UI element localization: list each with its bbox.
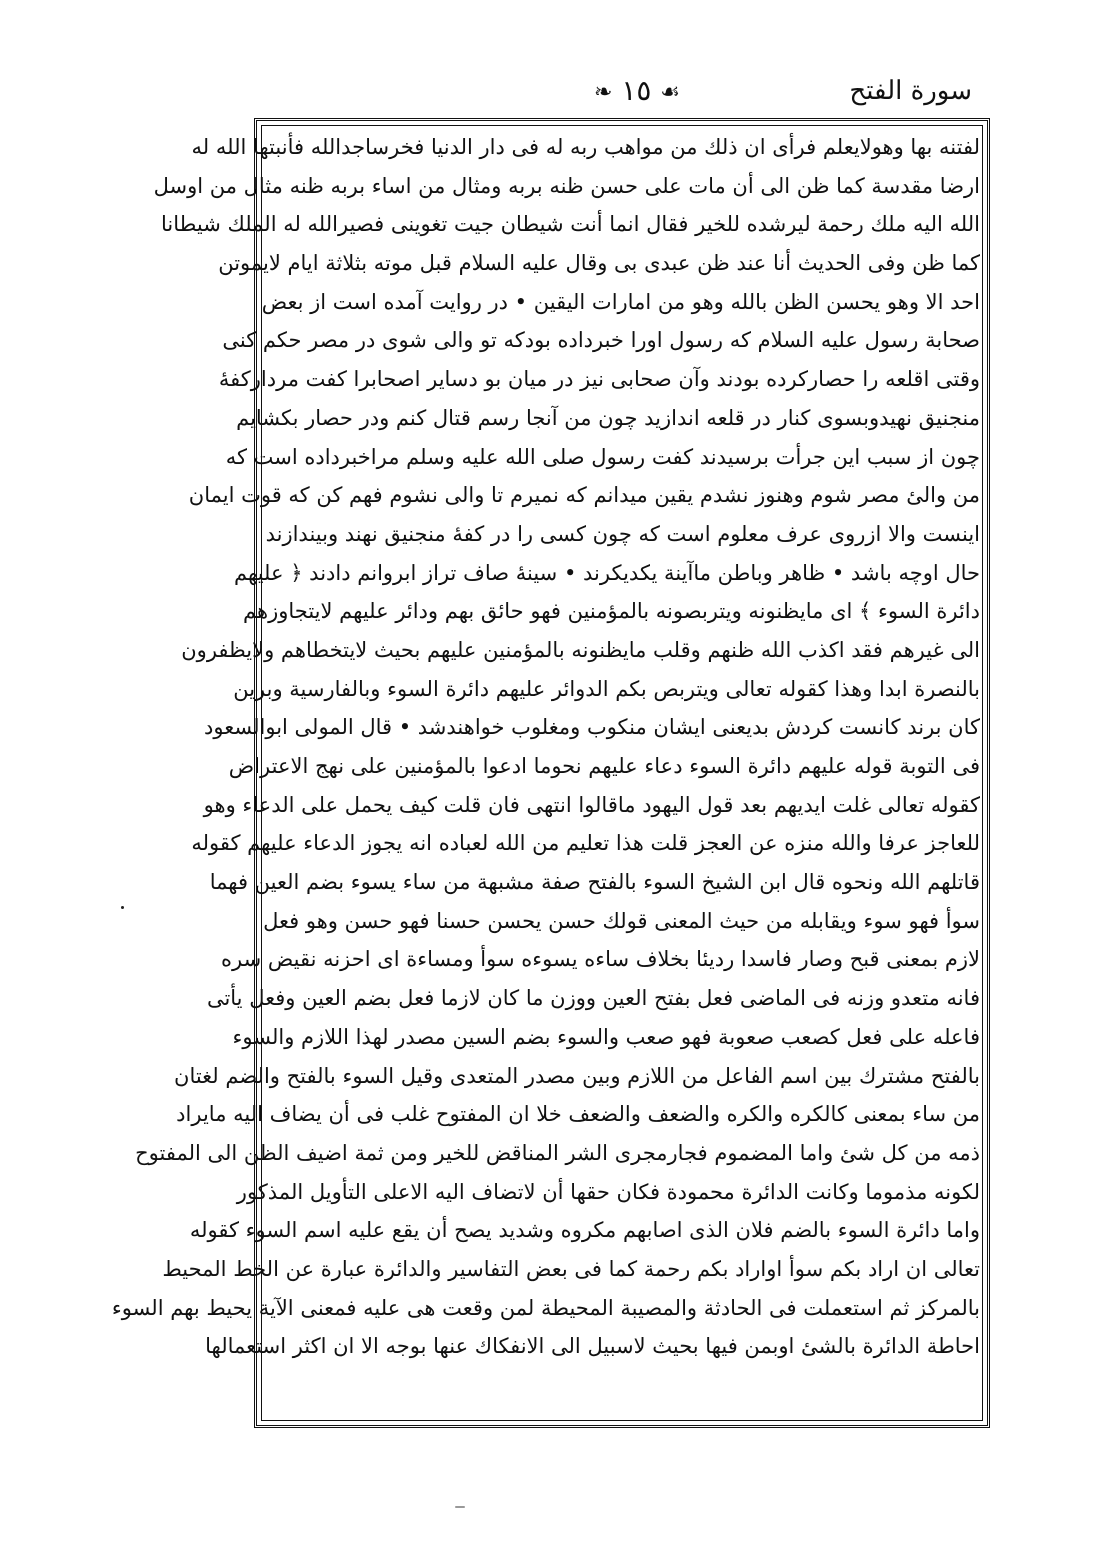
text-line: الله اليه ملك رحمة ليرشده للخير فقال انما أنت شيطان جيت تغوينى فصيرالله له الملك شيطانا [161,212,980,237]
scan-speck [121,906,124,909]
text-line: وقتى اقلعه را حصاركرده بودند وآن صحابى نيز در ميان بو دساير اصحابرا كفت مرداركفهٔ [218,367,980,392]
text-line: تعالى ان اراد بكم سوأ اواراد بكم رحمة كما فى بعض التفاسير والدائرة عبارة عن الخط المحيط [162,1256,980,1281]
text-line: كما ظن وفى الحديث أنا عند ظن عبدى بى وقال عليه السلام قبل موته بثلاثة ايام لايموتن [218,251,980,276]
text-line: منجنيق نهيدوبسوى كنار در قلعه اندازيد چون من آنجا رسم قتال كنم ودر حصار بكشايم [236,405,980,430]
text-line: دائرة السوء ﴾ اى مايظنونه ويتربصونه بالمؤمنين فهو حائق بهم ودائر عليهم لايتجاوزهم [243,599,980,624]
text-line: لازم بمعنى قبح وصار فاسدا رديئا بخلاف ساءه يسوءه سوأ ومساءة اى احزنه نقيض سره [221,947,980,972]
text-line: لفتنه بها وهولايعلم فرأى ان ذلك من مواهب ربه له فى دار الدنيا فخرساجدالله فأنبتها الله له [191,135,980,159]
text-line: ذمه من كل شئ واما المضموم فجارمجرى الشر المناقض للخير ومن ثمة اضيف الظن الى المفتوح [135,1140,980,1165]
text-line: اينست والا ازروى عرف معلوم است كه چون كسى را در كفهٔ منجنيق نهند وبيندازند [265,521,980,546]
page-header [262,70,982,118]
text-line: صحابة رسول عليه السلام كه رسول اورا خبرداده بودكه تو والى شوى در مصر حكم كنى [222,328,980,353]
text-line: فى التوبة قوله عليهم دائرة السوء دعاء عليهم نحوما ادعوا بالمؤمنين على نهج الاعتراض [228,754,980,778]
text-line: بالمركز ثم استعملت فى الحادثة والمصيبة المحيطة لمن وقعت هى عليه فمعنى الآية يحيط بهم السوء [111,1295,980,1320]
text-line: كقوله تعالى غلت ايديهم بعد قول اليهود ماقالوا انتهى فان قلت كيف يحمل على الدعاء وهو [203,792,980,817]
right-ornament-icon: ☙ [660,80,681,105]
text-line: سوأ فهو سوء ويقابله من حيث المعنى قولك حسن يحسن حسنا فهو حسن وهو فعل [263,908,980,933]
text-line: للعاجز عرفا والله منزه عن العجز قلت هذا تعليم من الله لعباده انه يجوز الدعاء عليهم كقوله [191,831,980,856]
text-line: واما دائرة السوء بالضم فلان الذى اصابهم مكروه وشديد يصح أن يقع عليه اسم السوء كقوله [189,1218,980,1243]
surah-title: سورة الفتح [849,76,972,106]
text-line: الى غيرهم فقد اكذب الله ظنهم وقلب مايظنونه بالمؤمنين عليهم بحيث لايتخطاهم ولايظفرون [181,637,980,662]
text-line: چون از سبب اين جرأت برسيدند كفت رسول صلى الله عليه وسلم مراخبرداده است كه [225,444,980,469]
page-number-ornament [582,74,692,107]
page-number: ١٥ [621,74,652,107]
text-line: ارضا مقدسة كما ظن الى أن مات على حسن ظنه بربه ومثال من اساء بربه ظنه مثال من اوسل [153,173,980,198]
scan-speck [455,1506,465,1508]
left-ornament-icon: ❧ [593,80,613,105]
text-line: من ساء بمعنى كالكره والكره والضعف والضعف خلا ان المفتوح غلب فى أن يضاف اليه مايراد [176,1102,980,1127]
text-line: من والئ مصر شوم وهنوز نشدم يقين ميدانم كه نميرم تا والى نشوم فهم كن كه قوت ايمان [188,483,980,508]
text-line: لكونه مذموما وكانت الدائرة محمودة فكان حقها أن لاتضاف اليه الاعلى التأويل المذكور [236,1179,980,1204]
text-line: فانه متعدو وزنه فى الماضى فعل بفتح العين ووزن ما كان لازما فعل بضم العين وفعل يأتى [206,986,980,1011]
text-line: فاعله على فعل كصعب صعوبة فهو صعب والسوء بضم السين مصدر لهذا اللازم والسوء [232,1024,980,1049]
text-line: بالنصرة ابدا وهذا كقوله تعالى ويتربص بكم الدوائر عليهم دائرة السوء وبالفارسية وبرين [233,676,980,701]
text-line: احاطة الدائرة بالشئ اوبمن فيها بحيث لاسبيل الى الانفكاك عنها بوجه الا ان اكثر استعمالها [205,1334,980,1359]
text-line: قاتلهم الله ونحوه قال ابن الشيخ السوء بالفتح صفة مشبهة من ساء يسوء بضم العين فهما [209,870,980,895]
body-text [111,128,980,1366]
text-line: احد الا وهو يحسن الظن بالله وهو من امارات اليقين • در روايت آمده است از بعض [261,289,980,314]
text-line: كان برند كانست كردش بديعنى ايشان منكوب ومغلوب خواهندشد • قال المولى ابوالسعود [204,715,980,740]
text-line: حال اوچه باشد • ظاهر وباطن ماآينة يكديكرند • سينهٔ صاف تراز ابروانم دادند ﴿ عليهم [234,560,980,585]
text-line: بالفتح مشترك بين اسم الفاعل من اللازم وبين مصدر المتعدى وقيل السوء بالفتح والضم لغتان [174,1063,980,1088]
